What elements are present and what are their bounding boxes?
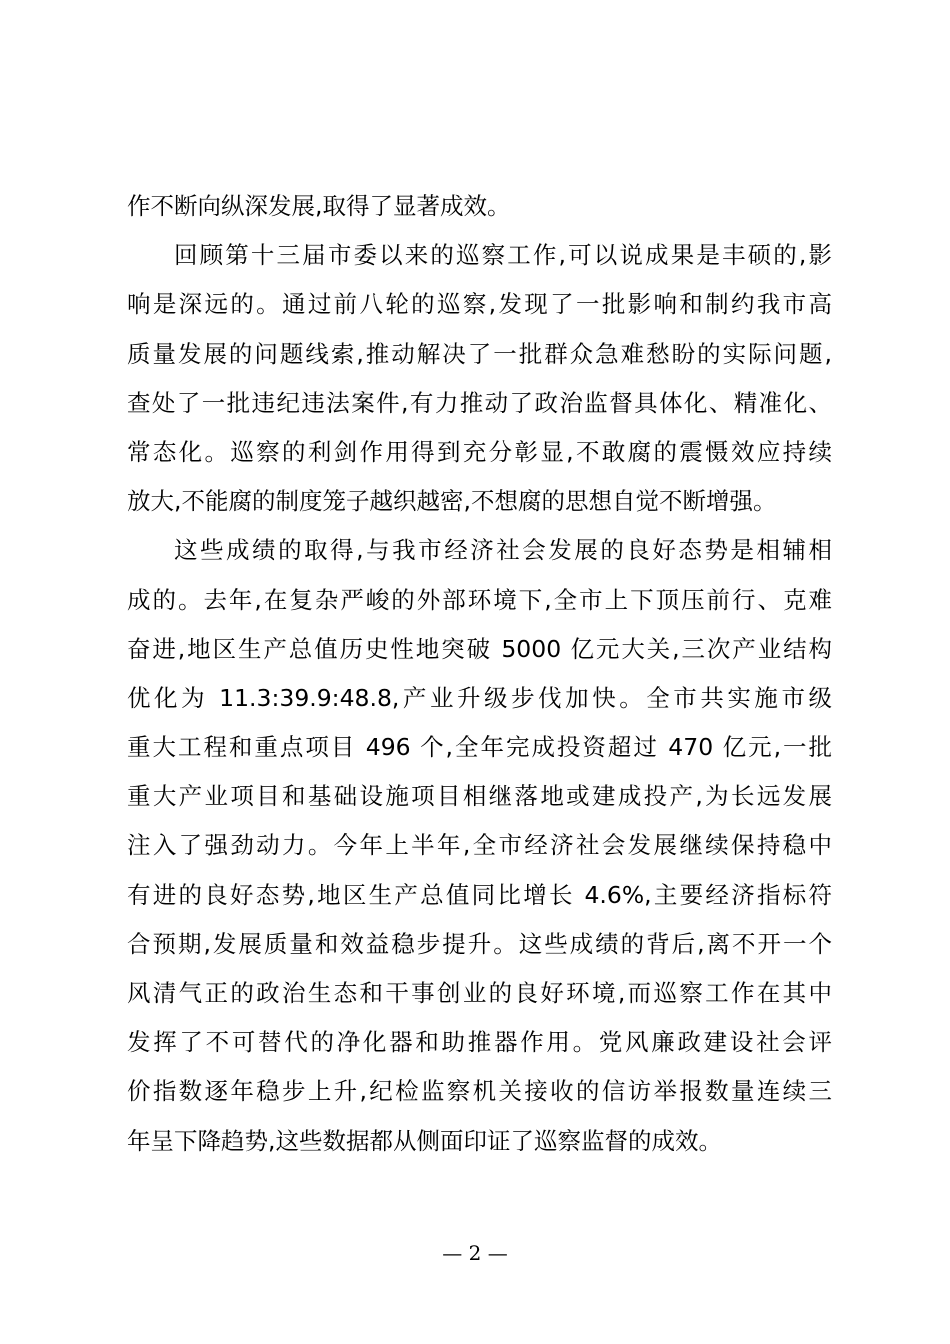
text-line: 年呈下降趋势,这些数据都从侧面印证了巡察监督的成效。 (127, 1126, 722, 1155)
page-number: — 2 — (442, 1241, 508, 1265)
text-line: 发挥了不可替代的净化器和助推器作用。党风廉政建设社会评 (127, 1028, 832, 1057)
document-body (127, 182, 832, 1166)
text-line: 常态化。巡察的利剑作用得到充分彰显,不敢腐的震慑效应持续 (127, 437, 832, 466)
text-line: 重大工程和重点项目 496 个,全年完成投资超过 470 亿元,一批 (127, 733, 832, 762)
text-line: 成的。去年,在复杂严峻的外部环境下,全市上下顶压前行、克难 (127, 585, 832, 614)
text-line: 回顾第十三届市委以来的巡察工作,可以说成果是丰硕的,影 (174, 241, 832, 270)
text-line: 查处了一批违纪违法案件,有力推动了政治监督具体化、精准化、 (127, 388, 832, 417)
text-line: 有进的良好态势,地区生产总值同比增长 4.6%,主要经济指标符 (127, 880, 832, 909)
text-line: 合预期,发展质量和效益稳步提升。这些成绩的背后,离不开一个 (127, 929, 832, 958)
text-line: 重大产业项目和基础设施项目相继落地或建成投产,为长远发展 (127, 782, 832, 811)
text-line: 注入了强劲动力。今年上半年,全市经济社会发展继续保持稳中 (127, 831, 832, 860)
text-line: 质量发展的问题线索,推动解决了一批群众急难愁盼的实际问题, (127, 339, 832, 368)
paragraph (127, 526, 832, 1165)
text-line: 这些成绩的取得,与我市经济社会发展的良好态势是相辅相 (174, 536, 832, 565)
paragraph (127, 182, 832, 231)
text-line: 风清气正的政治生态和干事创业的良好环境,而巡察工作在其中 (127, 979, 832, 1007)
text-line: 作不断向纵深发展,取得了显著成效。 (127, 192, 511, 220)
paragraph (127, 231, 832, 526)
text-line: 优化为 11.3:39.9:48.8,产业升级步伐加快。全市共实施市级 (127, 683, 832, 712)
text-line: 价指数逐年稳步上升,纪检监察机关接收的信访举报数量连续三 (127, 1077, 832, 1106)
text-line: 奋进,地区生产总值历史性地突破 5000 亿元大关,三次产业结构 (127, 634, 832, 663)
text-line: 放大,不能腐的制度笼子越织越密,不想腐的思想自觉不断增强。 (127, 487, 777, 516)
text-line: 响是深远的。通过前八轮的巡察,发现了一批影响和制约我市高 (127, 290, 832, 319)
